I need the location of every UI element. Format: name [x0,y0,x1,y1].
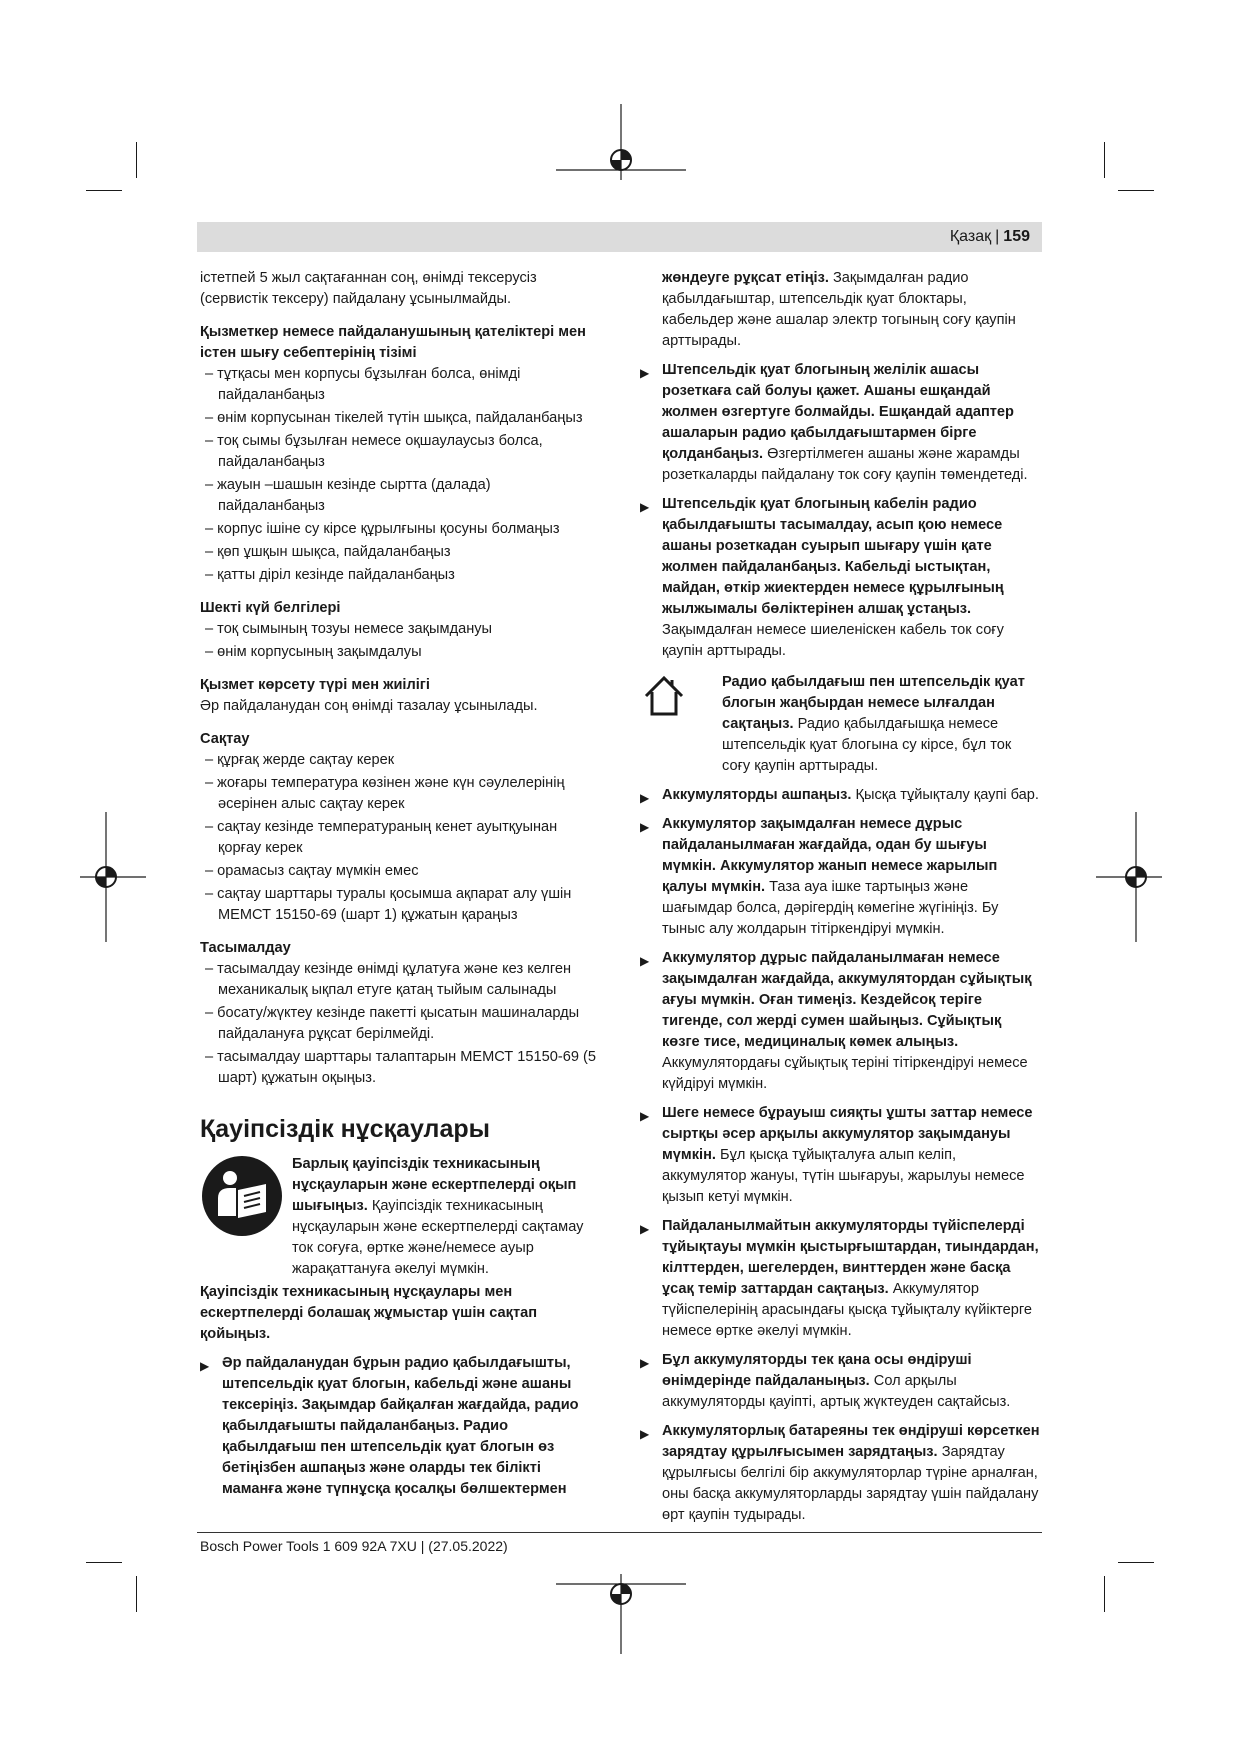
list-item: – қатты діріл кезінде пайдаланбаңыз [200,565,600,586]
registration-mark-right [1096,812,1162,942]
bullet-item [640,360,1040,486]
bullet-normal: Аккумулятор түйіспелерінің арасындағы қысқа тұйықталу күйіктерге немесе өртке әкелуі мүмкін. [662,1281,1033,1339]
keep-instructions: Қауіпсіздік техникасының нұсқаулары мен ескертпелерді болашақ жұмыстар үшін сақтап қойыңыз. [200,1284,538,1342]
bullet-triangle-icon: ▶ [640,1356,650,1370]
bullet-item [640,494,1040,662]
safety-bold: Барлық қауіпсіздік техникасының нұсқауларын және ескертпелерді оқып шығыңыз. [292,1156,577,1214]
list-item: – жауын –шашын кезінде сыртта (далада) пайдаланбаңыз [200,475,600,517]
house-normal: Радио қабылдағышқа немесе штепсельдік қуат блогына су кірсе, бұл ток соғу қаупін арттырады. [722,716,1012,774]
registration-mark-left [80,812,146,942]
list-item: – өнім корпусынан тікелей түтін шықса, пайдаланбаңыз [200,408,600,429]
bullet-normal: Қысқа тұйықталу қаупі бар. [855,787,1039,803]
house-bold: Радио қабылдағыш пен штепсельдік қуат блогын жаңбырдан немесе ылғалдан сақтаңыз. [722,674,1025,732]
page-header [197,222,1042,252]
bullet-normal: Бұл қысқа тұйықталуға алып келіп, аккумулятор жануы, түтін шығаруы, жарылуы немесе қызып кетуі мүмкін. [662,1147,1025,1205]
safety-warning-block [200,1154,600,1280]
left-column [200,268,600,1500]
bullet-normal: Зарядтау құрылғысы белгілі бір аккумуляторлар түріне арналған, оны басқа аккумуляторларды зарядтау үшін пайдалану өрт қаупін тудырады. [662,1444,1039,1523]
bullet-triangle-icon: ▶ [640,366,650,380]
errors-heading: Қызметкер немесе пайдаланушының қателіктері мен істен шығу себептерінің тізімі [200,324,586,361]
transport-heading: Тасымалдау [200,940,291,956]
bullet-normal: Аккумулятордағы сұйықтық теріні тітіркендіруі немесе күйдіруі мүмкін. [662,1055,1028,1092]
list-item: – тоқ сымының тозуы немесе зақымдануы [200,619,600,640]
list-item: – сақтау шарттары туралы қосымша ақпарат алу үшін МЕМСТ 15150-69 (шарт 1) құжатын қараңыз [200,884,600,926]
list-item: – жоғары температура көзінен және күн сәулелерінің әсерінен алыс сақтау керек [200,773,600,815]
bullet-normal: Таза ауа ішке тартыңыз және шағымдар болса, дәрігердің көмегіне жүгініңіз. Бу тыныс алу жолдарын тітіркендіруі мүмкін. [662,879,999,937]
bullet-triangle-icon: ▶ [640,500,650,514]
right-column [640,268,1040,1526]
header-section: Қазақ [949,228,992,245]
list-item: – тасымалдау шарттары талаптарын МЕМСТ 15150-69 (5 шарт) құжатын оқыңыз. [200,1047,600,1089]
house-icon [640,672,688,720]
check-bullet [200,1353,600,1500]
bullet-triangle-icon: ▶ [640,1427,650,1441]
indoor-use-block [640,672,1040,777]
bullet-triangle-icon: ▶ [640,820,650,834]
page-number: 159 [1003,228,1030,245]
safety-normal: Қауіпсіздік техникасының нұсқауларын және ескертпелерді сақтамау ток соғуға, өртке және/немесе ауыр жарақаттануға әкелуі мүмкін. [292,1198,584,1277]
registration-mark-top [556,104,686,184]
bullet-item [640,948,1040,1095]
bullet-bold: Бұл аккумуляторды тек қана осы өндіруші өнімдерінде пайдаланыңыз. [662,1352,972,1389]
bullet-item [640,1216,1040,1342]
list-item: – құрғақ жерде сақтау керек [200,750,600,771]
bullet-bold: Шеге немесе бұрауыш сияқты ұшты заттар немесе сыртқы әсер арқылы аккумулятор зақымдануы мүмкін. [662,1105,1033,1163]
limit-list [200,619,600,663]
bullet-item [640,1103,1040,1208]
check-bullet-text: Әр пайдаланудан бұрын радио қабылдағышты, штепсельдік қуат блогын, кабельді және ашаны тексеріңіз. Зақымдар байқалған жағдайда, радио қабылдағышты пайдаланбаңыз. Радио қабылдағыш пен штепсельдік қуат блогын өз бетіңізбен ашпаңыз және оларды тек білікті маманға және түпнұсқа қосалқы бөлшектермен [222,1355,579,1497]
read-manual-icon [200,1154,284,1238]
bullet-item [640,1350,1040,1413]
storage-heading: Сақтау [200,731,250,747]
page-footer: Bosch Power Tools 1 609 92A 7XU | (27.05.2022) [200,1538,508,1554]
list-item: – босату/жүктеу кезінде пакетті қысатын машиналарды пайдалануға рұқсат берілмейді. [200,1003,600,1045]
list-item: – өнім корпусының зақымдалуы [200,642,600,663]
transport-list [200,959,600,1089]
bullet-triangle-icon: ▶ [640,1222,650,1236]
header-text: Қазақ | 159 [949,228,1030,245]
bullet-item [640,1421,1040,1526]
list-item: – орамасыз сақтау мүмкін емес [200,861,600,882]
service-text: Әр пайдаланудан соң өнімді тазалау ұсынылады. [200,698,538,714]
limit-heading: Шекті күй белгілері [200,600,341,616]
bullet-bold: Аккумуляторлық батареяны тек өндіруші көрсеткен зарядтау құрылғысымен зарядтаңыз. [662,1423,1040,1460]
safety-title: Қауіпсіздік нұсқаулары [200,1115,490,1143]
cont-normal: Зақымдалған радио қабылдағыштар, штепсельдік қуат блоктары, кабельдер және ашалар электр тогының соғу қаупін арттырады. [662,270,1016,349]
service-heading: Қызмет көрсету түрі мен жиілігі [200,677,430,693]
bullet-triangle-icon: ▶ [640,1109,650,1123]
bullet-bold: Аккумуляторды ашпаңыз. [662,787,852,803]
bullet-triangle-icon: ▶ [200,1359,210,1373]
list-item: – корпус ішіне су кірсе құрылғыны қосуны болмаңыз [200,519,600,540]
bullet-bold: Штепсельдік қуат блогының желілік ашасы розеткаға сай болуы қажет. Ашаны ешқандай жолмен өзгертуге болмайды. Ешқандай адаптер ашаларын радио қабылдағыштармен бірге қолданбаңыз. [662,362,1014,462]
bullet-item [640,814,1040,940]
footer-divider [197,1532,1042,1533]
list-item: – тоқ сымы бұзылған немесе оқшаулаусыз болса, пайдаланбаңыз [200,431,600,473]
bullet-normal: Сол арқылы аккумуляторды қауіпті, артық жүктеуден сақтайсыз. [662,1373,1011,1410]
bullet-normal: Өзгертілмеген ашаны және жарамды розеткаларды пайдалану ток соғу қаупін төмендетеді. [662,446,1028,483]
list-item: – сақтау кезінде температураның кенет ауытқуынан қорғау керек [200,817,600,859]
storage-list [200,750,600,926]
bullet-bold: Аккумулятор дұрыс пайдаланылмаған немесе зақымдалған жағдайда, аккумулятордан сұйықтық ағуы мүмкін. Оған тимеңіз. Кездейсоқ теріге тигенде, сол жерді сумен шайыңыз. Сұйықтық көзге тисе, медициналық көмек алыңыз. [662,950,1032,1050]
intro-paragraph: істетпей 5 жыл сақтағаннан соң, өнімді тексерусіз (сервистік тексеру) пайдалану ұсынылмайды. [200,270,537,307]
bullet-bold: Штепсельдік қуат блогының кабелін радио қабылдағышты тасымалдау, асып қою немесе ашаны розеткадан суырып шығару үшін қате жолмен пайдаланбаңыз. Кабельді ыстықтан, майдан, өткір жиектерден немесе құрылғының жылжымалы бөліктерінен алшақ ұстаңыз. [662,496,1004,617]
bullet-normal: Зақымдалған немесе шиеленіскен кабель ток соғу қаупін арттырады. [662,622,1004,659]
list-item: – тұтқасы мен корпусы бұзылған болса, өнімді пайдаланбаңыз [200,364,600,406]
registration-mark-bottom [556,1574,686,1654]
continued-paragraph [640,268,1040,352]
cont-bold: жөндеуге рұқсат етіңіз. [662,270,829,286]
bullet-bold: Аккумулятор зақымдалған немесе дұрыс пайдаланылмаған жағдайда, одан бу шығуы мүмкін. Аккумулятор жанып немесе жарылып қалуы мүмкін. [662,816,998,895]
indoor-use-text [640,672,1040,777]
bullet-triangle-icon: ▶ [640,791,650,805]
bullet-triangle-icon: ▶ [640,954,650,968]
bullet-item [640,785,1040,806]
errors-list [200,364,600,586]
list-item: – қөп ұшқын шықса, пайдаланбаңыз [200,542,600,563]
bullet-bold: Пайдаланылмайтын аккумуляторды түйіспелерді тұйықтауы мүмкін қыстырғыштардан, тиындардан, кілттерден, шегелерден, винттерден және басқа ұсақ темір заттардан сақтаңыз. [662,1218,1039,1297]
list-item: – тасымалдау кезінде өнімді құлатуға және кез келген механикалық ықпал етуге қатаң тыйым салынады [200,959,600,1001]
